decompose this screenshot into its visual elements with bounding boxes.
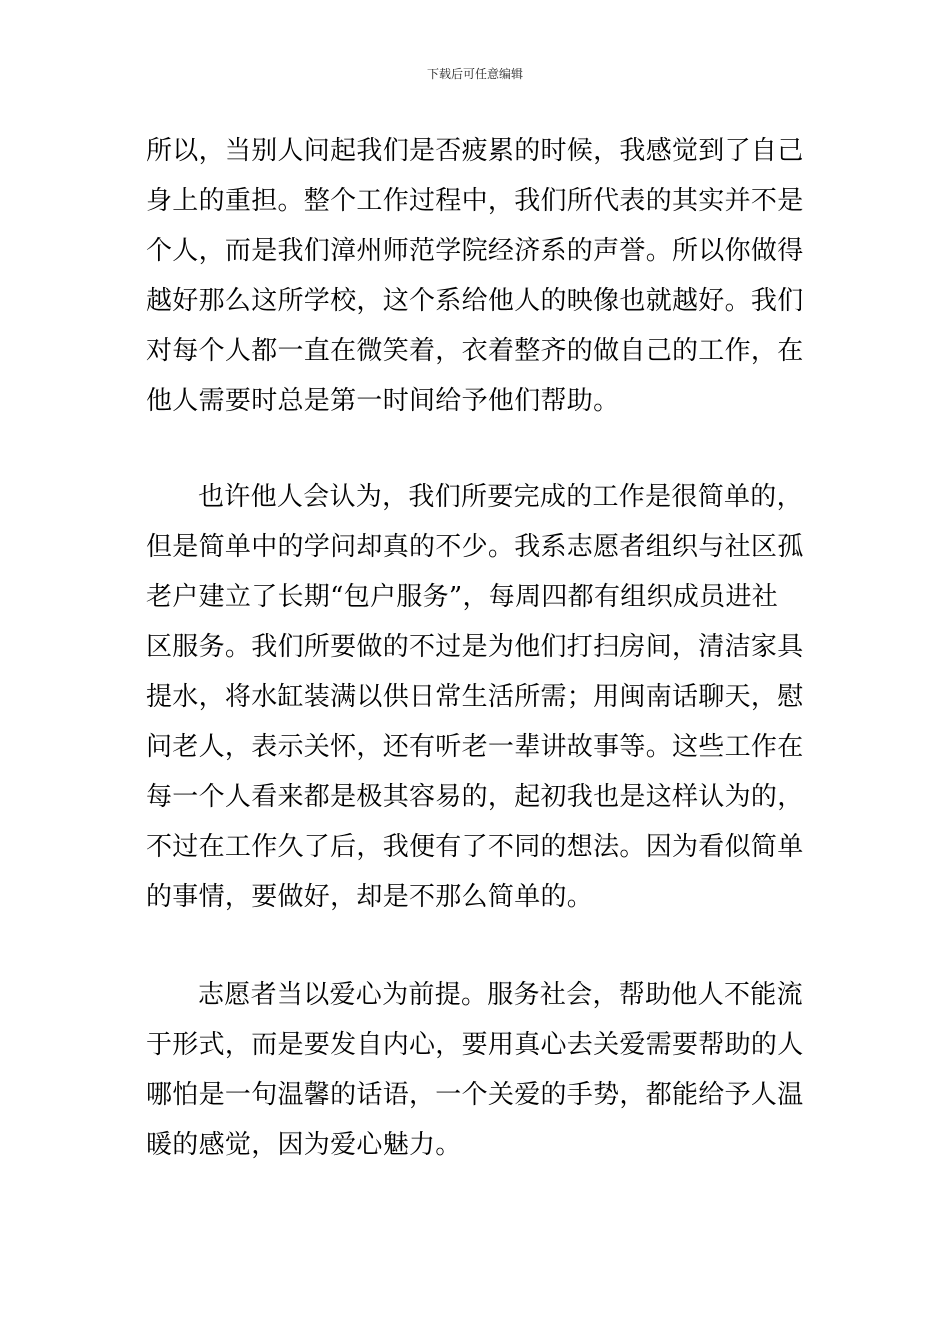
paragraph-2-line-4: 区服务。我们所要做的不过是为他们打扫房间，清洁家具 xyxy=(146,632,804,662)
paragraph-2-line-2: 但是简单中的学问却真的不少。我系志愿者组织与社区孤 xyxy=(146,532,804,562)
paragraph-2-line-5: 提水，将水缸装满以供日常生活所需；用闽南话聊天，慰 xyxy=(146,682,804,712)
paragraph-3-line-4: 暖的感觉，因为爱心魅力。 xyxy=(146,1130,462,1160)
paragraph-2-line-3: 老户建立了长期“包户服务”，每周四都有组织成员进社 xyxy=(146,582,779,612)
paragraph-3-line-3: 哪怕是一句温馨的话语，一个关爱的手势，都能给予人温 xyxy=(146,1080,804,1110)
paragraph-2-line-8: 不过在工作久了后，我便有了不同的想法。因为看似简单 xyxy=(146,832,804,862)
paragraph-2-line-6: 问老人，表示关怀，还有听老一辈讲故事等。这些工作在 xyxy=(146,732,804,762)
paragraph-1-line-6: 他人需要时总是第一时间给予他们帮助。 xyxy=(146,386,620,416)
page-header: 下载后可任意编辑 xyxy=(426,67,523,81)
paragraph-1-line-3: 个人，而是我们漳州师范学院经济系的声誉。所以你做得 xyxy=(146,236,804,266)
paragraph-3-line-1: 志愿者当以爱心为前提。服务社会，帮助他人不能流 xyxy=(198,980,803,1010)
paragraph-1-line-1: 所以，当别人问起我们是否疲累的时候，我感觉到了自己 xyxy=(146,136,804,166)
paragraph-3-line-2: 于形式，而是要发自内心，要用真心去关爱需要帮助的人 xyxy=(146,1030,804,1060)
paragraph-1-line-5: 对每个人都一直在微笑着，衣着整齐的做自己的工作，在 xyxy=(146,336,804,366)
paragraph-2-line-7: 每一个人看来都是极其容易的，起初我也是这样认为的， xyxy=(146,782,804,812)
paragraph-2-line-1: 也许他人会认为，我们所要完成的工作是很简单的， xyxy=(198,482,803,512)
paragraph-2-line-9: 的事情，要做好，却是不那么简单的。 xyxy=(146,882,594,912)
paragraph-1-line-2: 身上的重担。整个工作过程中，我们所代表的其实并不是 xyxy=(146,186,804,216)
paragraph-1-line-4: 越好那么这所学校，这个系给他人的映像也就越好。我们 xyxy=(146,286,804,316)
